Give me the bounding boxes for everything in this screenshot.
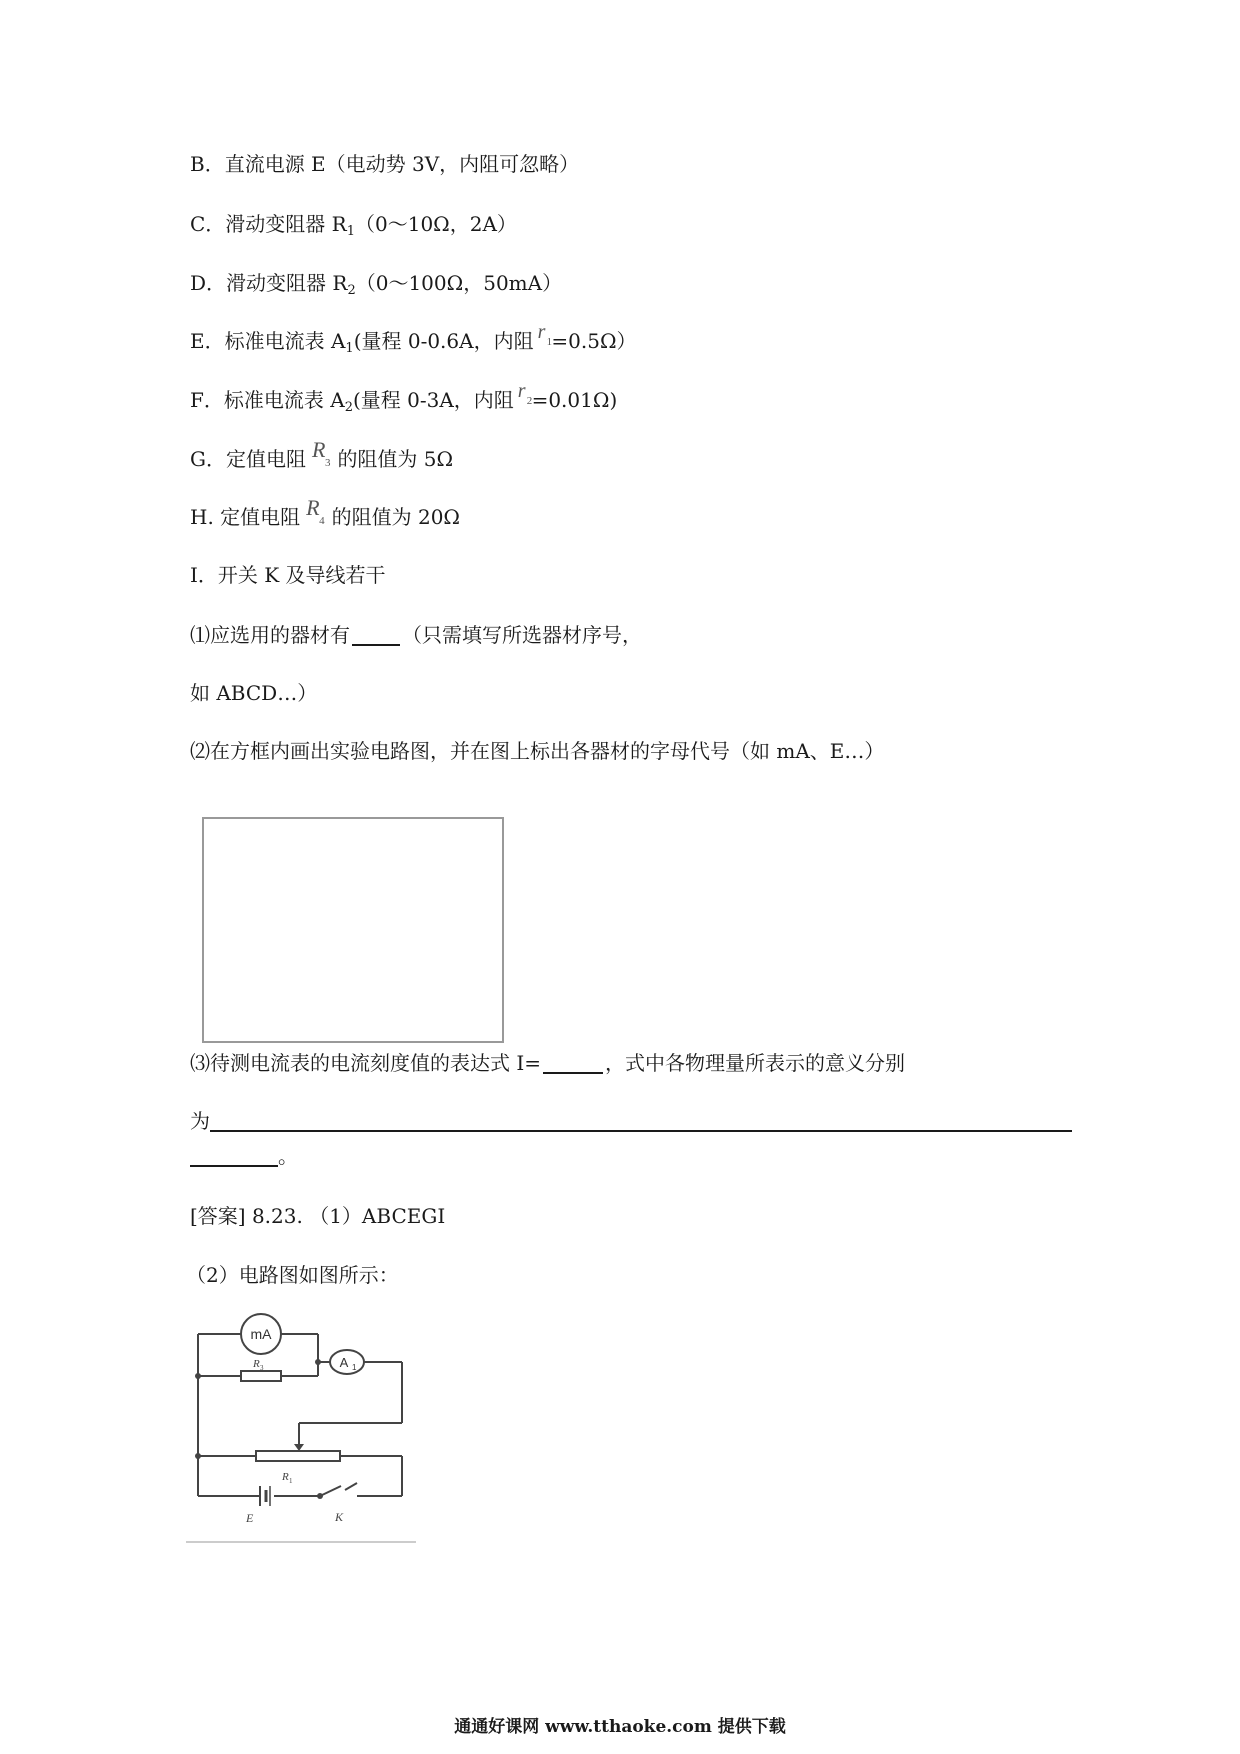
switch-label: K: [335, 1510, 344, 1524]
question-1-example: 如 ABCD…）: [190, 681, 318, 705]
item-g-sym-sub: 3: [324, 457, 331, 469]
item-c: [190, 211, 517, 245]
item-d-sub: 2: [347, 283, 356, 298]
item-i-text: I．开关 K 及导线若干: [190, 563, 386, 587]
page-footer: 通通好课网 www.tthaoke.com 提供下载: [454, 1717, 786, 1737]
item-h-suffix: 的阻值为 20Ω: [331, 505, 460, 529]
item-e-prefix: E．标准电流表 A: [190, 329, 346, 353]
rheostat-r1-label: R: [282, 1471, 289, 1483]
resistor-r3-sub: 3: [260, 1364, 264, 1372]
item-d-suffix: （0～100Ω，50mA）: [355, 271, 563, 295]
ammeter-a1-label: A: [339, 1355, 349, 1370]
item-c-prefix: C．滑动变阻器 R: [190, 212, 347, 236]
item-h-prefix: H. 定值电阻: [190, 505, 301, 529]
question-1-continued: [190, 680, 317, 706]
question-3-meaning-blank-2[interactable]: [190, 1145, 278, 1167]
ammeter-a1-sub: 1: [352, 1363, 357, 1372]
question-3-meaning-blank[interactable]: [210, 1110, 1072, 1132]
item-g-sym: R: [311, 437, 326, 462]
question-1-note: （只需填写所选器材序号，: [402, 623, 642, 647]
question-1-text: ⑴应选用的器材有: [190, 623, 350, 647]
item-c-suffix: （0～10Ω，2A）: [355, 212, 517, 236]
circuit-drawing-box[interactable]: [202, 817, 504, 1043]
answer-line-2: [186, 1262, 399, 1288]
item-g-symbol: [311, 437, 331, 469]
circuit-wires: [198, 1334, 402, 1496]
battery-label: E: [246, 1511, 254, 1525]
item-h-symbol: [306, 495, 325, 527]
milliammeter-label: mA: [250, 1326, 272, 1342]
item-f-prefix: F．标准电流表 A: [190, 388, 345, 412]
junction-dot: [195, 1373, 201, 1379]
item-e-symbol: [537, 319, 553, 348]
item-c-sub: 1: [346, 224, 355, 239]
switch-blade: [320, 1486, 341, 1496]
question-1: [190, 622, 642, 648]
item-h-sym: R: [306, 495, 320, 520]
question-3-meaning-end: [190, 1143, 298, 1169]
item-g-prefix: G．定值电阻: [190, 447, 306, 471]
question-3-prefix: 为: [190, 1109, 210, 1133]
item-h-sym-sub: 4: [319, 515, 325, 527]
item-b-text: B．直流电源 E（电动势 3V，内阻可忽略）: [190, 152, 580, 176]
item-d: [190, 270, 562, 304]
item-i: [190, 562, 386, 588]
item-f-sub: 2: [344, 400, 353, 415]
item-g: [190, 437, 454, 472]
item-b: [190, 151, 579, 177]
question-3-period: 。: [278, 1144, 298, 1168]
item-e-mid: (量程 0-0.6A，内阻: [353, 329, 534, 353]
question-3: [190, 1050, 905, 1076]
question-3-expression-blank[interactable]: [543, 1052, 603, 1074]
resistor-r3-label: R: [253, 1358, 260, 1370]
rheostat-slider-arrow: [294, 1444, 304, 1451]
item-h: [190, 495, 460, 530]
item-e-suffix: =0.5Ω）: [551, 329, 637, 353]
item-f-suffix: =0.01Ω): [531, 388, 618, 412]
question-3-meaning: [190, 1108, 1072, 1134]
question-2: [190, 738, 884, 764]
item-f-symbol: [517, 378, 533, 407]
answer-circuit-caption: （2）电路图如图所示：: [186, 1263, 399, 1287]
item-e-sym-sub: 1: [546, 336, 553, 348]
item-e: [190, 321, 637, 362]
resistor-r3: [241, 1371, 281, 1381]
answer-line-1: [190, 1203, 445, 1229]
answer-text: [答案] 8.23. （1）ABCEGI: [190, 1204, 446, 1228]
junction-dot: [195, 1453, 201, 1459]
circuit-diagram: [186, 1310, 426, 1550]
question-1-blank[interactable]: [352, 624, 400, 646]
item-f-sym-sub: 2: [526, 395, 533, 407]
rheostat-r1-sub: 1: [289, 1477, 293, 1485]
question-3-text: ⑶待测电流表的电流刻度值的表达式 I=: [190, 1051, 542, 1075]
rheostat-r1: [256, 1451, 340, 1461]
junction-dot: [315, 1359, 321, 1365]
item-f-sym: r: [517, 380, 526, 402]
item-e-sym: r: [537, 321, 546, 343]
item-g-suffix: 的阻值为 5Ω: [337, 447, 454, 471]
item-e-sub: 1: [345, 341, 354, 356]
item-f-mid: (量程 0-3A，内阻: [352, 388, 514, 412]
item-d-prefix: D．滑动变阻器 R: [190, 271, 348, 295]
question-3-text-2: ，式中各物理量所表示的意义分别: [605, 1051, 906, 1075]
question-2-text: ⑵在方框内画出实验电路图，并在图上标出各器材的字母代号（如 mA、E…）: [190, 739, 885, 763]
item-f: [190, 380, 618, 421]
